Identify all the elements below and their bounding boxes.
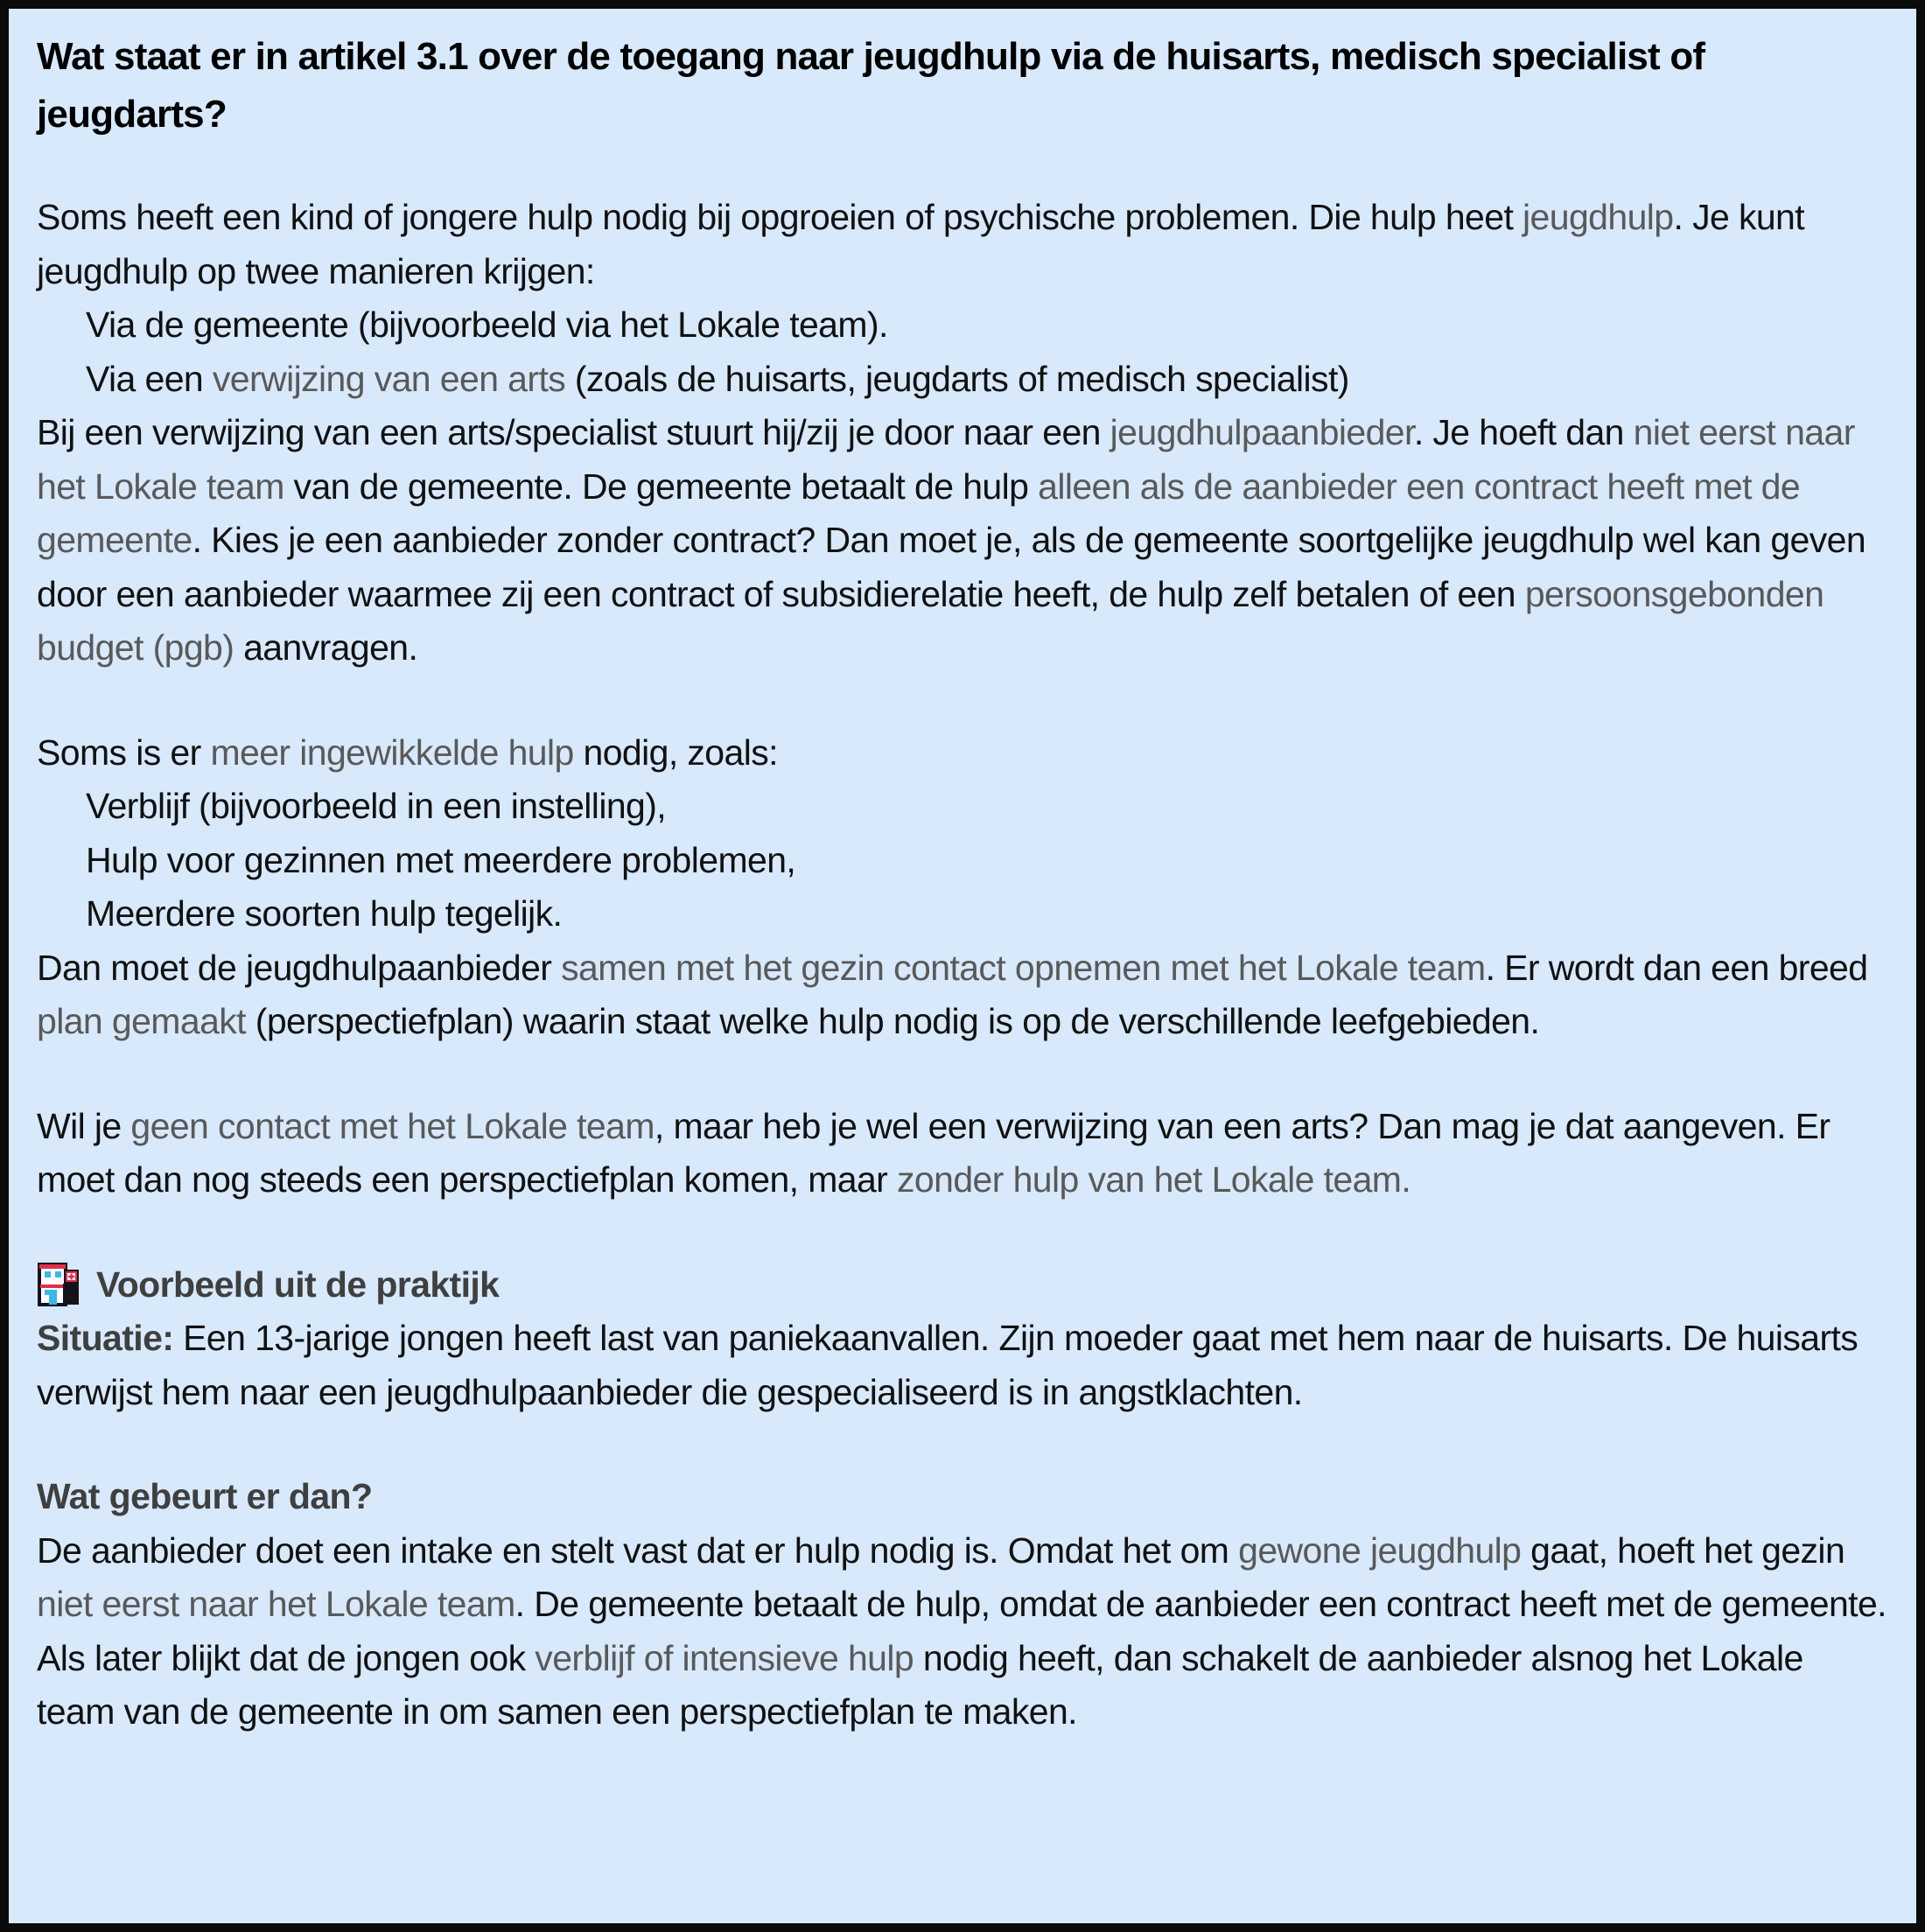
example-heading [37,1258,1888,1312]
list-item [37,887,1888,942]
text-segment: verblijf of intensieve hulp [535,1637,914,1678]
text-segment: . De gemeente betaalt de hulp, omdat de aanbieder een contract heeft met de gemeente. Als later blijkt dat de jongen ook [37,1584,1886,1678]
text-segment: Hulp voor gezinnen met meerdere problemen, [86,839,796,880]
text-segment: nodig heeft, dan schakelt de aanbieder alsnog het Lokale team van de gemeente in om samen een perspectiefplan te maken. [37,1637,1803,1732]
text-segment: jeugdhulpaanbieder [1110,412,1414,452]
list-item [37,353,1888,407]
text-segment: (zoals de huisarts, jeugdarts of medisch specialist) [565,358,1349,399]
access-options-list [37,298,1888,406]
text-segment: plan gemaakt [37,1001,246,1041]
text-segment: meer ingewikkelde hulp [210,732,574,773]
text-segment: alleen als de aanbieder een contract heeft met de gemeente [37,466,1801,560]
intro-paragraph [37,191,1888,298]
text-segment: . Kies je een aanbieder zonder contract? Dan moet je, als de gemeente soortgelijke jeugdhulp wel kan geven door een aanbieder waarmee zij een contract of subsidierelatie heeft, de hulp zelf betalen of een [37,520,1866,614]
text-segment: . Je kunt jeugdhulp op twee manieren krijgen: [37,197,1805,291]
complex-help-intro [37,726,1888,780]
text-segment: Dan moet de jeugdhulpaanbieder [37,947,562,988]
text-segment: Via een [86,358,213,399]
list-item [37,834,1888,888]
text-segment: van de gemeente. De gemeente betaalt de hulp [284,466,1039,507]
text-segment: , maar heb je wel een verwijzing van een arts? Dan mag je dat aangeven. Er moet dan nog steeds een perspectiefplan komen, maar [37,1105,1830,1200]
hospital-icon [37,1262,82,1307]
text-segment: Bij een verwijzing van een arts/specialist stuurt hij/zij je door naar een [37,412,1110,452]
text-segment: niet eerst naar het Lokale team [37,1584,515,1624]
text-segment: Via de gemeente (bijvoorbeeld via het Lokale team). [86,304,888,345]
text-segment: persoonsgebonden budget (pgb) [37,573,1824,668]
referral-paragraph [37,406,1888,676]
list-item [37,298,1888,353]
complex-help-list [37,780,1888,942]
what-happens-paragraph [37,1524,1888,1740]
text-segment: samen met het gezin contact opnemen met het Lokale team [561,947,1486,988]
text-segment: Soms heeft een kind of jongere hulp nodig bij opgroeien of psychische problemen. Die hulp heet [37,197,1523,237]
no-contact-paragraph [37,1100,1888,1208]
what-happens-heading: Wat gebeurt er dan? [37,1476,373,1516]
text-segment: Wil je [37,1105,131,1146]
text-segment: nodig, zoals: [573,732,778,773]
text-segment: Verblijf (bijvoorbeeld in een instelling), [86,786,667,826]
text-segment: De aanbieder doet een intake en stelt vast dat er hulp nodig is. Omdat het om [37,1530,1239,1571]
text-segment: Soms is er [37,732,211,773]
list-item [37,780,1888,834]
text-segment: . Er wordt dan een breed [1485,947,1868,988]
text-segment: verwijzing van een arts [212,358,566,399]
text-segment: gewone jeugdhulp [1238,1530,1522,1571]
text-segment: Een 13-jarige jongen heeft last van paniekaanvallen. Zijn moeder gaat met hem naar de huisarts. De huisarts verwijst hem naar een jeugdhulpaanbieder die gespecialiseerd is in angstklachten. [37,1318,1858,1412]
text-segment: niet eerst naar het Lokale team [37,412,1855,507]
question-title: Wat staat er in artikel 3.1 over de toegang naar jeugdhulp via de huisarts, medisch specialist of jeugdarts? [37,35,1705,136]
text-segment: jeugdhulp [1522,197,1674,237]
text-segment: Meerdere soorten hulp tegelijk. [86,893,563,934]
plan-paragraph [37,942,1888,1049]
text-segment: geen contact met het Lokale team [130,1105,654,1146]
text-segment: zonder hulp van het Lokale team. [897,1159,1411,1200]
text-segment: . Je hoeft dan [1413,412,1634,452]
text-segment: Situatie: [37,1318,174,1358]
example-heading-label: Voorbeeld uit de praktijk [96,1264,500,1305]
text-segment: aanvragen. [234,627,418,668]
situation-paragraph [37,1312,1888,1419]
text-segment: (perspectiefplan) waarin staat welke hulp nodig is op de verschillende leefgebieden. [245,1001,1540,1041]
text-segment: gaat, hoeft het gezin [1521,1530,1845,1571]
